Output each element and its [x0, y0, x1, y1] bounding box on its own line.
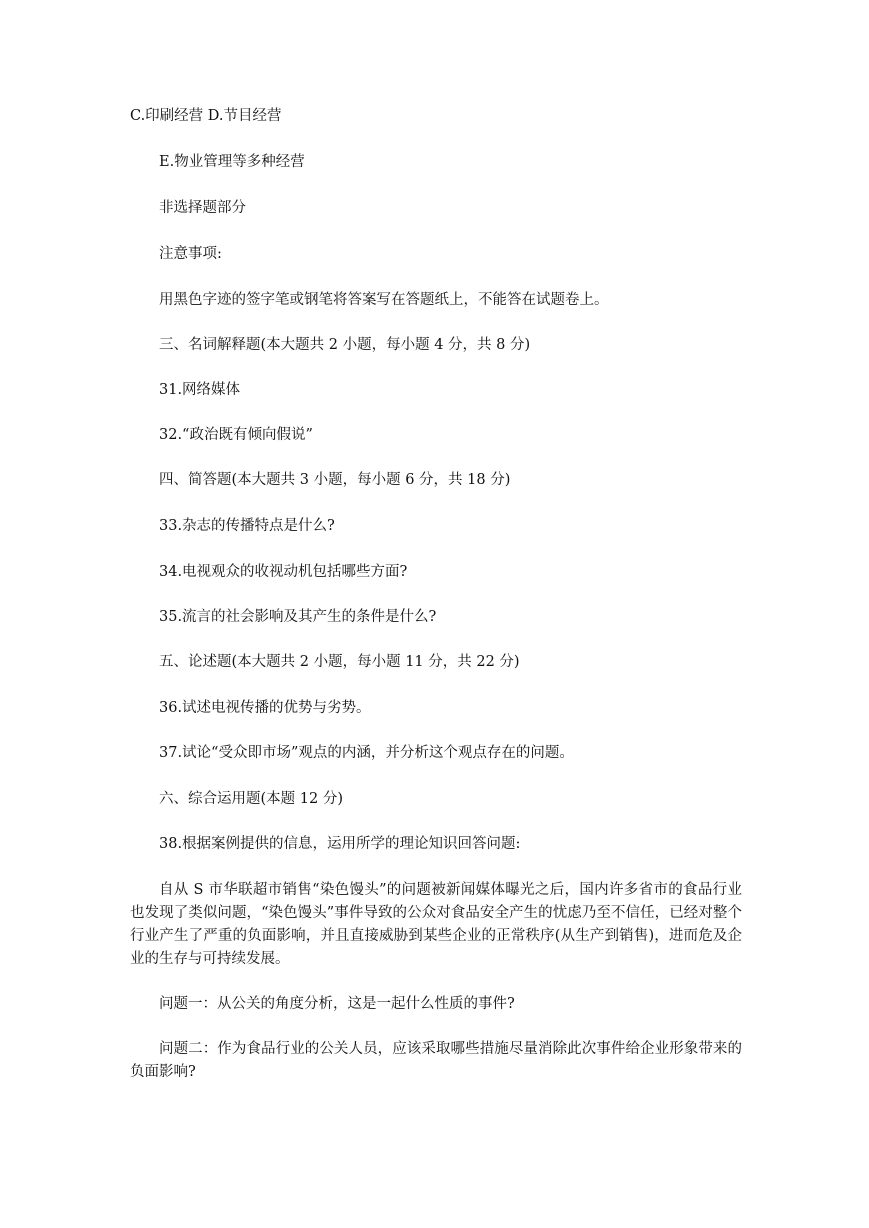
- section-heading-short-answer: 四、简答题(本大题共 3 小题，每小题 6 分，共 18 分): [159, 472, 511, 488]
- question-33: 33.杂志的传播特点是什么?: [159, 518, 335, 534]
- question-37: 37.试论“受众即市场”观点的内涵，并分析这个观点存在的问题。: [159, 745, 574, 761]
- notice-heading: 注意事项:: [159, 246, 222, 262]
- option-line-e: E.物业管理等多种经营: [159, 154, 305, 170]
- notice-text: 用黑色字迹的签字笔或钢笔将答案写在答题纸上，不能答在试题卷上。: [159, 292, 609, 308]
- question-36: 36.试述电视传播的优势与劣势。: [159, 700, 371, 716]
- question-32: 32.“政治既有倾向假说”: [159, 427, 313, 443]
- section-heading-essay: 五、论述题(本大题共 2 小题，每小题 11 分，共 22 分): [159, 654, 520, 670]
- question-35: 35.流言的社会影响及其产生的条件是什么?: [159, 609, 437, 625]
- case-question-2: 问题二：作为食品行业的公关人员，应该采取哪些措施尽量消除此次事件给企业形象带来的负面影响?: [130, 1041, 742, 1080]
- section-heading-non-choice: 非选择题部分: [159, 200, 246, 216]
- section-heading-comprehensive: 六、综合运用题(本题 12 分): [159, 791, 343, 807]
- case-question-1: 问题一：从公关的角度分析，这是一起什么性质的事件?: [159, 996, 515, 1012]
- question-31: 31.网络媒体: [159, 382, 241, 398]
- question-34: 34.电视观众的收视动机包括哪些方面?: [159, 564, 408, 580]
- case-paragraph: 自从 S 市华联超市销售“染色馒头”的问题被新闻媒体曝光之后，国内许多省市的食品行业也发现了类似问题，“染色馒头”事件导致的公众对食品安全产生的忧虑乃至不信任，已经对整个行业产生了严重的负面影响，并且直接威胁到某些企业的正常秩序(从生产到销售)，进而危及企业的生存与可持续发展。: [130, 882, 742, 967]
- section-heading-terms: 三、名词解释题(本大题共 2 小题，每小题 4 分，共 8 分): [159, 337, 531, 353]
- option-line-c-d: C.印刷经营 D.节目经营: [130, 108, 282, 124]
- question-38: 38.根据案例提供的信息，运用所学的理论知识回答问题:: [159, 836, 521, 852]
